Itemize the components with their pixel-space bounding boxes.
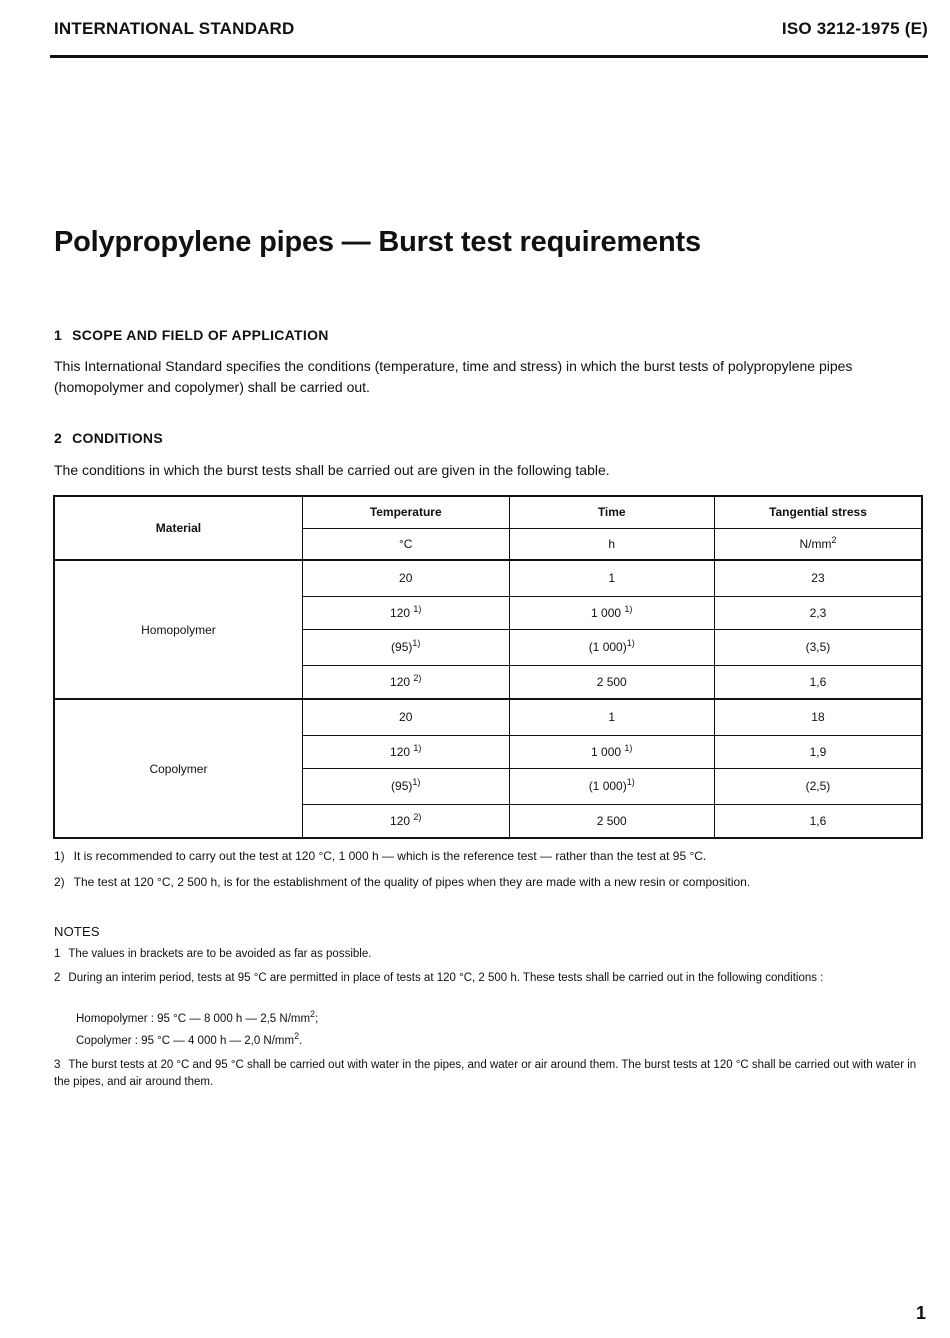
header-material: Material	[54, 496, 302, 560]
footnote-2-text: The test at 120 °C, 2 500 h, is for the establishment of the quality of pipes when they are made with a new resin or composition.	[73, 875, 751, 889]
material-copolymer: Copolymer	[54, 699, 302, 838]
header-standard-type: INTERNATIONAL STANDARD	[54, 19, 295, 38]
note-2-number: 2	[54, 972, 61, 984]
time-value: 1	[608, 710, 616, 725]
stress-cell: 18	[714, 699, 922, 735]
homopolymer-condition-exponent: 2	[310, 1009, 316, 1019]
table-row	[54, 699, 922, 735]
section-1-heading	[54, 327, 329, 343]
header-time: Time	[509, 496, 714, 528]
unit-stress-base: N/mm	[799, 536, 832, 551]
temp-cell	[302, 629, 509, 665]
unit-temperature: °C	[302, 528, 509, 560]
unit-stress-exponent: 2	[831, 534, 837, 545]
stress-cell: (3,5)	[714, 629, 922, 665]
stress-cell: (2,5)	[714, 768, 922, 804]
time-value: 2 500	[596, 813, 627, 828]
footnote-2	[54, 875, 926, 889]
time-cell	[509, 699, 714, 735]
temp-cell	[302, 804, 509, 838]
header-tangential-stress: Tangential stress	[714, 496, 922, 528]
temp-cell	[302, 735, 509, 768]
temp-footnote-ref: 1)	[412, 638, 421, 648]
footnote-1-text: It is recommended to carry out the test at 120 °C, 1 000 h — which is the reference test — rather than the test at 95 °C.	[73, 849, 707, 863]
time-cell	[509, 735, 714, 768]
temp-footnote-ref: 1)	[413, 742, 422, 753]
time-cell	[509, 629, 714, 665]
stress-cell: 1,9	[714, 735, 922, 768]
notes-title: NOTES	[54, 924, 100, 939]
time-footnote-ref: 1)	[626, 777, 635, 787]
temp-value: 20	[399, 571, 413, 586]
note-2-homopolymer-condition	[76, 1011, 926, 1028]
temp-value: (95)	[391, 779, 413, 793]
footnote-2-number: 2)	[54, 875, 65, 889]
material-homopolymer: Homopolymer	[54, 560, 302, 699]
note-1-number: 1	[54, 948, 61, 960]
conditions-table	[53, 495, 923, 839]
note-2-copolymer-condition	[76, 1033, 926, 1050]
stress-cell: 2,3	[714, 596, 922, 629]
header-rule	[50, 55, 928, 58]
stress-cell: 23	[714, 560, 922, 596]
temp-footnote-ref: 2)	[413, 672, 422, 683]
temp-value: 120	[390, 674, 414, 689]
stress-cell: 1,6	[714, 804, 922, 838]
note-1	[54, 946, 926, 963]
time-cell	[509, 804, 714, 838]
temp-value: 120	[390, 605, 414, 620]
homopolymer-condition-text: Homopolymer : 95 °C — 8 000 h — 2,5 N/mm	[76, 1013, 311, 1025]
section-2-text: The conditions in which the burst tests shall be carried out are given in the following table.	[54, 462, 610, 478]
copolymer-condition-end: .	[299, 1035, 303, 1047]
homopolymer-condition-end: ;	[315, 1013, 319, 1025]
section-1-title: SCOPE AND FIELD OF APPLICATION	[72, 327, 329, 343]
note-1-text: The values in brackets are to be avoided as far as possible.	[68, 948, 372, 960]
temp-value: 120	[390, 813, 414, 828]
copolymer-condition-text: Copolymer : 95 °C — 4 000 h — 2,0 N/mm	[76, 1035, 295, 1047]
time-value: (1 000)	[588, 640, 627, 654]
table-row	[54, 560, 922, 596]
section-2-heading	[54, 430, 163, 446]
note-2	[54, 970, 926, 987]
temp-value: (95)	[391, 640, 413, 654]
page-number: 1	[915, 1303, 926, 1323]
time-value: 2 500	[596, 674, 627, 689]
temp-value: 20	[399, 710, 413, 725]
page-title: Polypropylene pipes — Burst test requirements	[54, 226, 701, 258]
footnote-1-number: 1)	[54, 849, 65, 863]
note-3	[54, 1057, 926, 1091]
time-value: (1 000)	[588, 779, 627, 793]
header-temperature: Temperature	[302, 496, 509, 528]
temp-cell	[302, 768, 509, 804]
temp-cell	[302, 699, 509, 735]
footnote-1	[54, 849, 926, 863]
time-footnote-ref: 1)	[624, 742, 633, 753]
note-3-number: 3	[54, 1059, 61, 1071]
header-standard-number: ISO 3212-1975 (E)	[781, 19, 928, 38]
section-2-number: 2	[54, 430, 63, 446]
section-1-text: This International Standard specifies the conditions (temperature, time and stress) in which the burst tests of polypropylene pipes (homopolymer and copolymer) shall be carried out.	[54, 358, 853, 395]
temp-cell	[302, 596, 509, 629]
stress-cell: 1,6	[714, 665, 922, 699]
time-cell	[509, 665, 714, 699]
time-footnote-ref: 1)	[624, 603, 633, 614]
temp-value: 120	[390, 744, 414, 759]
copolymer-condition-exponent: 2	[294, 1031, 300, 1041]
time-footnote-ref: 1)	[626, 638, 635, 648]
temp-footnote-ref: 2)	[413, 811, 422, 822]
time-cell	[509, 560, 714, 596]
temp-footnote-ref: 1)	[412, 777, 421, 787]
note-2-text: During an interim period, tests at 95 °C are permitted in place of tests at 120 °C, 2 500 h. These tests shall be carried out in the following conditions :	[68, 972, 824, 984]
time-value: 1 000	[591, 744, 625, 759]
time-value: 1 000	[591, 605, 625, 620]
temp-cell	[302, 560, 509, 596]
time-cell	[509, 596, 714, 629]
note-3-text: The burst tests at 20 °C and 95 °C shall be carried out with water in the pipes, and water or air around them. The burst tests at 120 °C shall be carried out with water in the pipes, and air around them.	[54, 1059, 917, 1088]
section-1-number: 1	[54, 327, 63, 343]
temp-footnote-ref: 1)	[413, 603, 422, 614]
section-2-title: CONDITIONS	[72, 430, 163, 446]
unit-time: h	[509, 528, 714, 560]
unit-stress	[714, 528, 922, 560]
time-value: 1	[608, 571, 616, 586]
temp-cell	[302, 665, 509, 699]
time-cell	[509, 768, 714, 804]
